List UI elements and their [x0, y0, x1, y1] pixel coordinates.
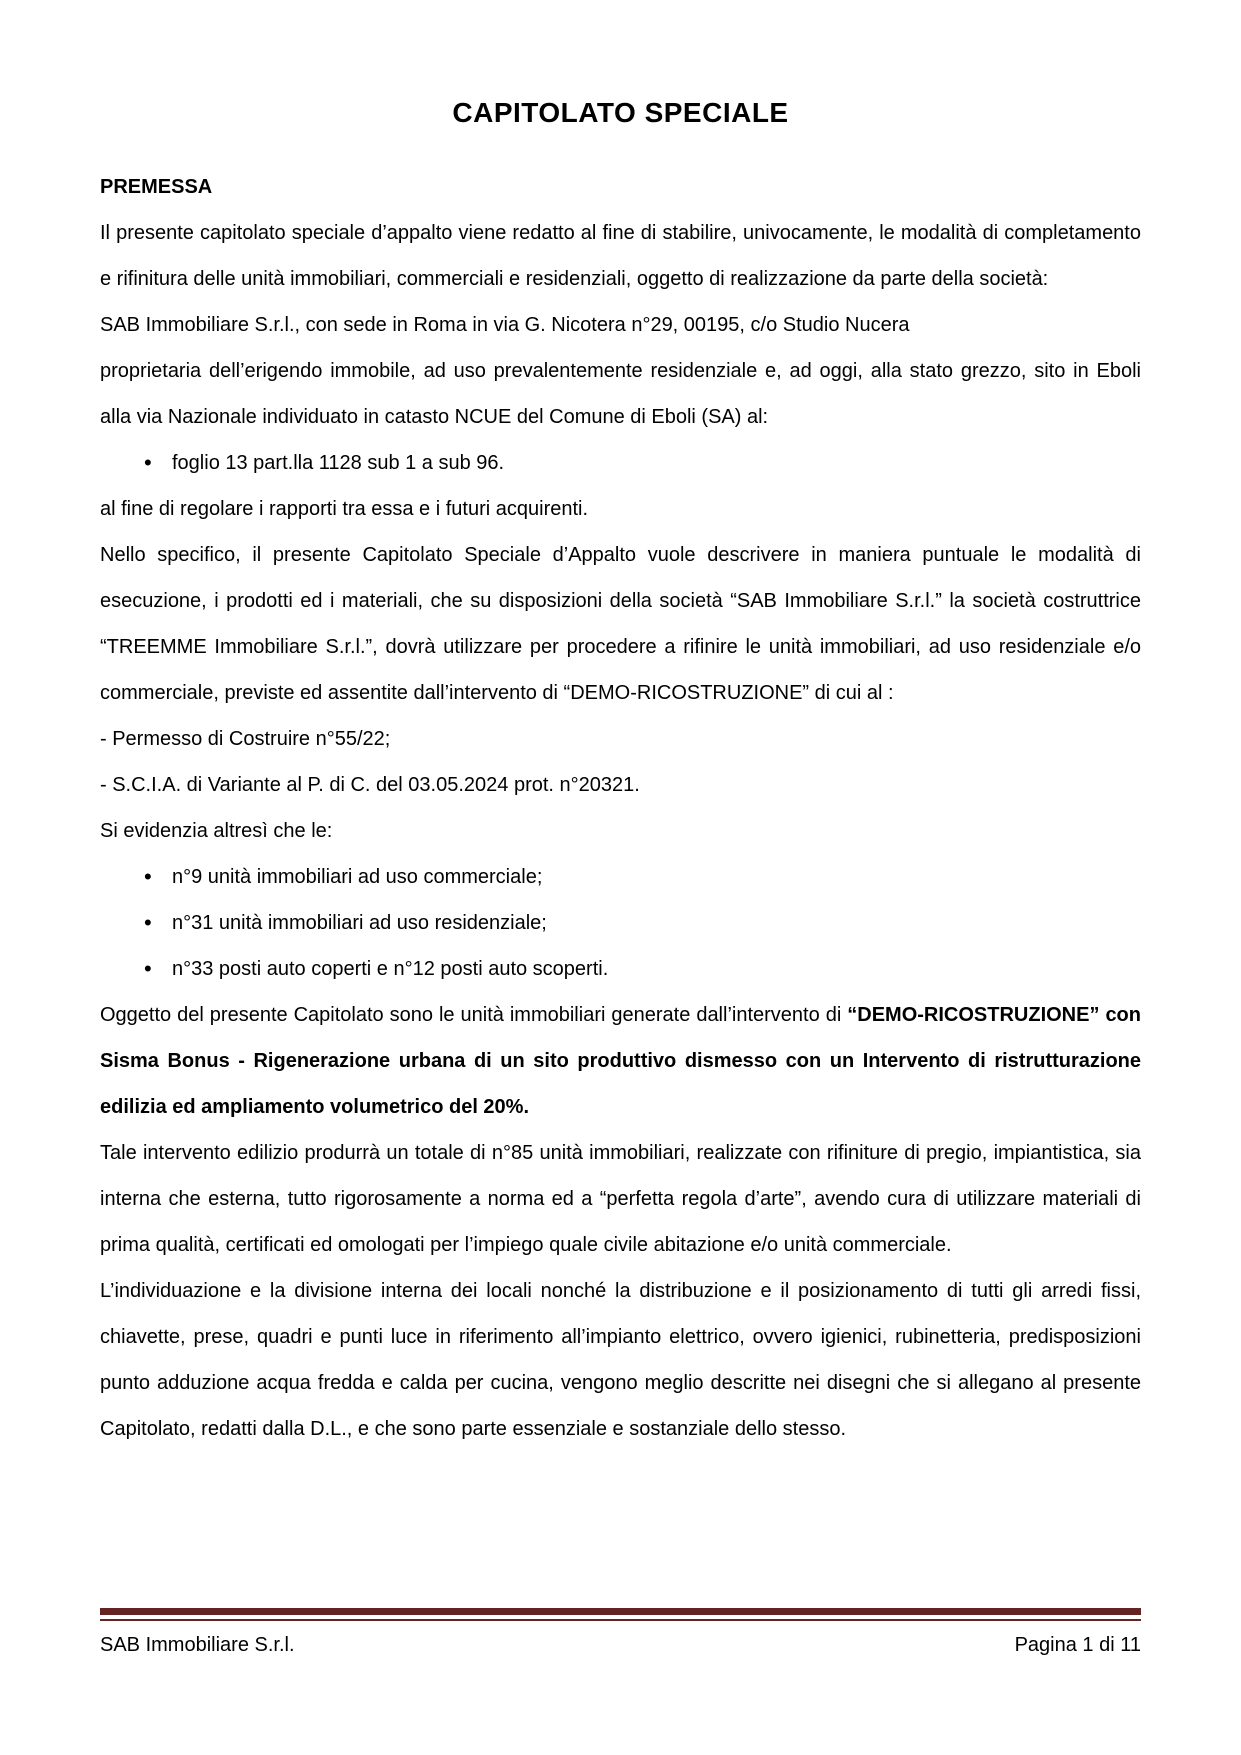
- paragraph-oggetto: [100, 992, 1141, 1130]
- footer-separator-rule: [100, 1608, 1141, 1621]
- section-heading-premessa: PREMESSA: [100, 176, 213, 198]
- list-item-posti-auto: • n°33 posti auto coperti e n°12 posti auto scoperti.: [172, 946, 1141, 992]
- paragraph-regulate: al fine di regolare i rapporti tra essa e i futuri acquirenti.: [100, 498, 589, 520]
- paragraph-company-line: SAB Immobiliare S.r.l., con sede in Roma in via G. Nicotera n°29, 00195, c/o Studio Nucera: [100, 314, 910, 336]
- paragraph-intro: Il presente capitolato speciale d’appalto viene redatto al fine di stabilire, univocamente, le modalità di completamento e rifinitura delle unità immobiliari, commerciali e residenziali, oggetto di realizzazione da parte della società:: [100, 222, 1141, 290]
- paragraph-evidenzia: Si evidenzia altresì che le:: [100, 820, 333, 842]
- paragraph-individuazione: L’individuazione e la divisione interna dei locali nonché la distribuzione e il posizionamento di tutti gli arredi fissi, chiavette, prese, quadri e punti luce in riferimento all’impianto elettrico, ovvero igienici, rubinetteria, predisposizioni punto adduzione acqua fredda e calda per cucina, vengono meglio descritte nei disegni che si allegano al presente Capitolato, redatti dalla D.L., e che sono parte essenziale e sostanziale dello stesso.: [100, 1280, 1141, 1440]
- paragraph-oggetto-normal: Oggetto del presente Capitolato sono le unità immobiliari generate dall’intervento di: [100, 1004, 848, 1026]
- bullet-list-catasto: [100, 440, 1141, 486]
- paragraph-property-status: proprietaria dell’erigendo immobile, ad uso prevalentemente residenziale e, ad oggi, alla stato grezzo, sito in Eboli alla via Nazionale individuato in catasto NCUE del Comune di Eboli (SA) al:: [100, 360, 1141, 428]
- bullet-list-unita: [100, 854, 1141, 992]
- document-title: CAPITOLATO SPECIALE: [452, 97, 789, 128]
- page-footer: [100, 1608, 1141, 1659]
- footer-company-name: SAB Immobiliare S.r.l.: [100, 1634, 295, 1656]
- footer-page-number: Pagina 1 di 11: [1014, 1634, 1141, 1656]
- paragraph-tale-intervento: Tale intervento edilizio produrrà un totale di n°85 unità immobiliari, realizzate con rifiniture di pregio, impiantistica, sia interna che esterna, tutto rigorosamente a norma ed a “perfetta regola d’arte”, avendo cura di utilizzare materiali di prima qualità, certificati ed omologati per l’impiego quale civile abitazione e/o unità commerciale.: [100, 1142, 1141, 1256]
- paragraph-oggetto-bold: “DEMO-RICOSTRUZIONE” con Sisma Bonus - Rigenerazione urbana di un sito produttivo dismesso con un Intervento di ristrutturazione edilizia ed ampliamento volumetrico del 20%.: [100, 1004, 1141, 1118]
- list-item-catasto: • foglio 13 part.lla 1128 sub 1 a sub 96.: [172, 440, 1141, 486]
- list-item-unita-commerciale: • n°9 unità immobiliari ad uso commerciale;: [172, 854, 1141, 900]
- list-item-unita-residenziale: • n°31 unità immobiliari ad uso residenziale;: [172, 900, 1141, 946]
- footer-row: [100, 1631, 1141, 1659]
- paragraph-specifico: Nello specifico, il presente Capitolato Speciale d’Appalto vuole descrivere in maniera puntuale le modalità di esecuzione, i prodotti ed i materiali, che su disposizioni della società “SAB Immobiliare S.r.l.” la società costruttrice “TREEMME Immobiliare S.r.l.”, dovrà utilizzare per procedere a rifinire le unità immobiliari, ad uso residenziale e/o commerciale, previste ed assentite dall’intervento di “DEMO-RICOSTRUZIONE” di cui al :: [100, 544, 1141, 704]
- paragraph-scia: - S.C.I.A. di Variante al P. di C. del 03.05.2024 prot. n°20321.: [100, 774, 640, 796]
- paragraph-permesso: - Permesso di Costruire n°55/22;: [100, 728, 391, 750]
